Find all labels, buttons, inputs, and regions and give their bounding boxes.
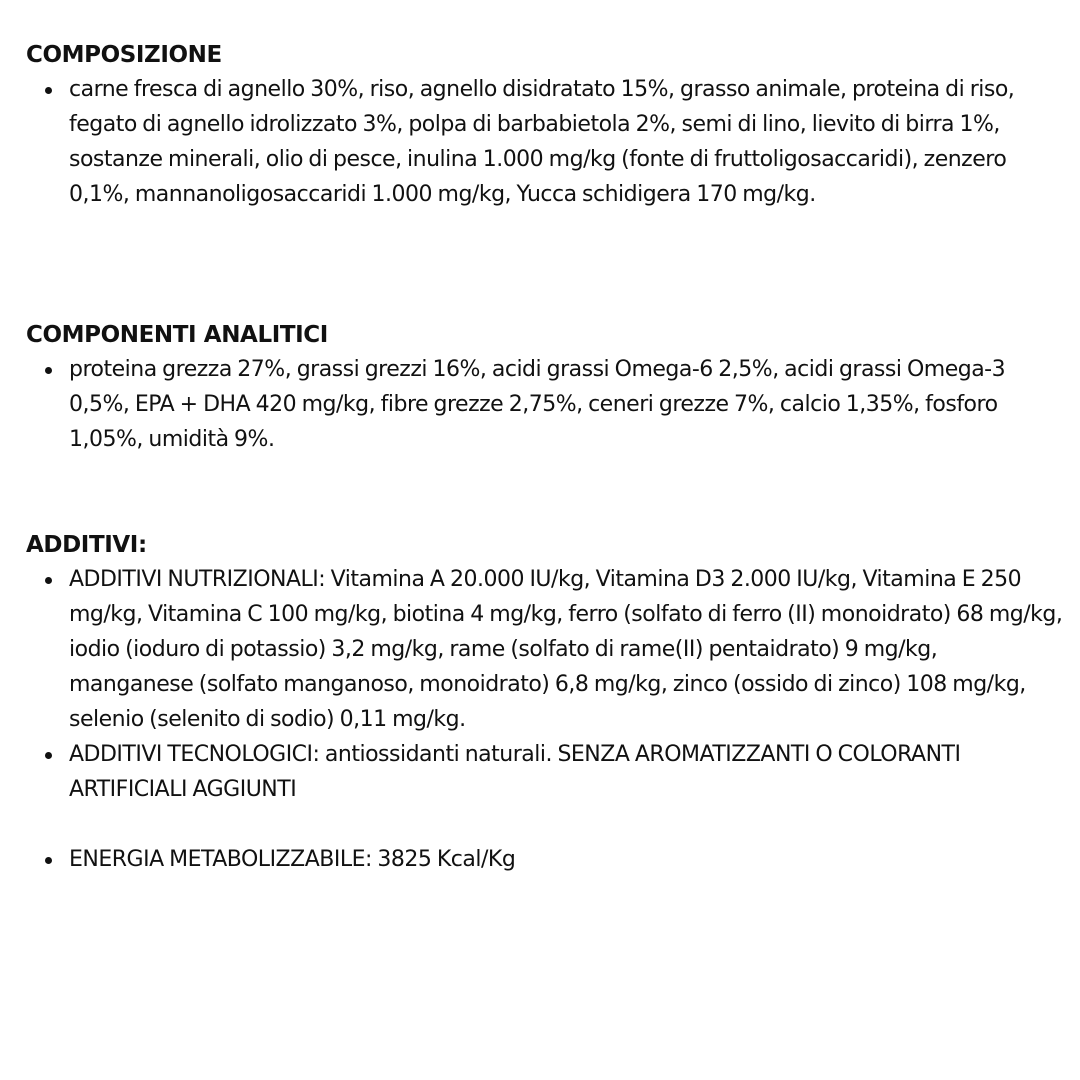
list-item: [26, 352, 1066, 457]
bullet-icon: [45, 87, 52, 94]
list-item-text: ADDITIVI NUTRIZIONALI: Vitamina A 20.000 IU/kg, Vitamina D3 2.000 IU/kg, Vitamina E 250 mg/kg, Vitamina C 100 mg/kg, biotina 4 mg/kg, ferro (solfato di ferro (II) monoidrato) 68 mg/kg, iodio (ioduro di potassio) 3,2 mg/kg, rame (solfato di rame(II) pentaidrato) 9 mg/kg, manganese (solfato manganoso, monoidrato) 6,8 mg/kg, zinco (ossido di zinco) 108 mg/kg, selenio (selenito di sodio) 0,11 mg/kg.: [69, 567, 1063, 732]
composizione-list: [26, 72, 1066, 212]
list-item: [26, 72, 1066, 212]
bullet-icon: [45, 752, 52, 759]
section-additivi: [26, 528, 1066, 877]
additivi-list: [26, 562, 1066, 877]
list-item: [26, 842, 1066, 877]
bullet-icon: [45, 857, 52, 864]
list-item-text: carne fresca di agnello 30%, riso, agnello disidratato 15%, grasso animale, proteina di riso, fegato di agnello idrolizzato 3%, polpa di barbabietola 2%, semi di lino, lievito di birra 1%, sostanze minerali, olio di pesce, inulina 1.000 mg/kg (fonte di fruttoligosaccaridi), zenzero 0,1%, mannanoligosaccaridi 1.000 mg/kg, Yucca schidigera 170 mg/kg.: [69, 77, 1015, 207]
section-title-composizione: COMPOSIZIONE: [26, 42, 222, 68]
list-item-text: ENERGIA METABOLIZZABILE: 3825 Kcal/Kg: [69, 847, 516, 872]
section-composizione: [26, 38, 1066, 212]
section-title-componenti-analitici: COMPONENTI ANALITICI: [26, 322, 328, 348]
section-title-additivi: ADDITIVI:: [26, 532, 147, 558]
list-item-text: proteina grezza 27%, grassi grezzi 16%, acidi grassi Omega-6 2,5%, acidi grassi Omega-3 0,5%, EPA + DHA 420 mg/kg, fibre grezze 2,75%, ceneri grezze 7%, calcio 1,35%, fosforo 1,05%, umidità 9%.: [69, 357, 1006, 452]
bullet-icon: [45, 367, 52, 374]
list-item-text: ADDITIVI TECNOLOGICI: antiossidanti naturali. SENZA AROMATIZZANTI O COLORANTI ARTIFICIALI AGGIUNTI: [69, 742, 961, 802]
bullet-icon: [45, 577, 52, 584]
list-item: [26, 737, 1066, 807]
componenti-analitici-list: [26, 352, 1066, 457]
section-componenti-analitici: [26, 318, 1066, 457]
list-item: [26, 562, 1066, 737]
